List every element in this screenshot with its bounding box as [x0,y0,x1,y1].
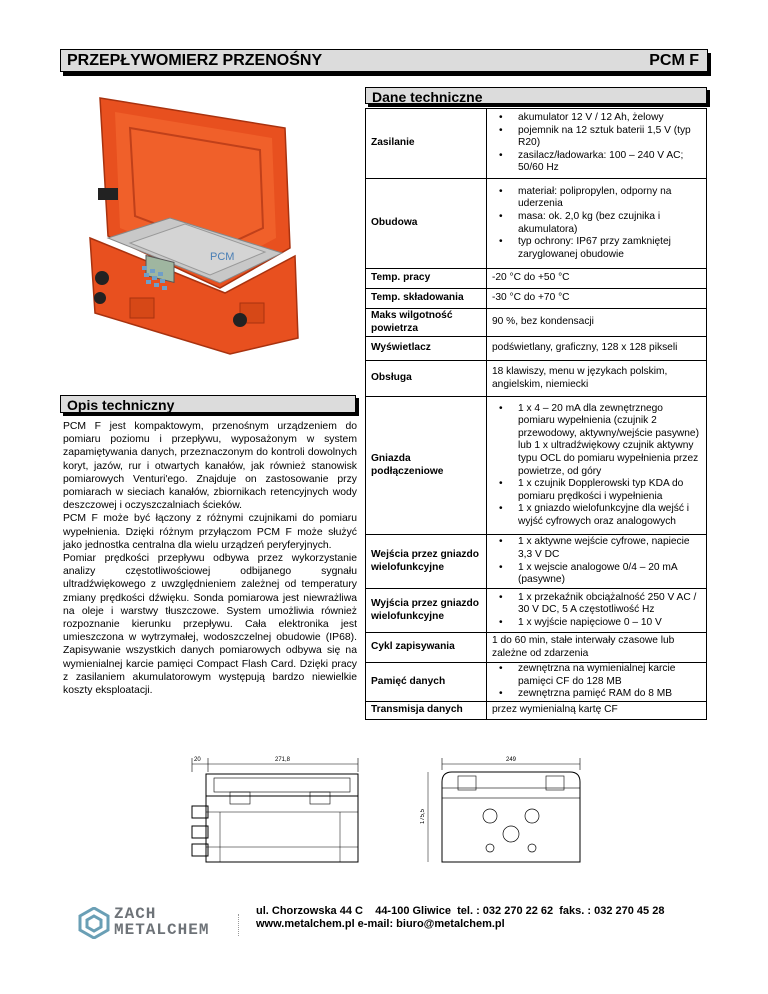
spec-list-item: • zewnętrzna pamięć RAM do 8 MB [518,688,701,701]
description-paragraph: Pomiar prędkości przepływu odbywa przez wykorzystanie analizy częstotliwościowej odbijanego sygnału ultradźwiękowego z uwzględnieniem zależnej od temperatury zmiany prędkości dźwięku. Sonda pomiarowa jest niewrażliwa na oleje i warstwy tłuszczowe. System umożliwia również rozpoznanie kierunku przepływu. Cała elektronika jest umieszczona w wytrzymałej, wodoszczelnej obudowie (IP68). Zapisywanie wszystkich danych pomiarowych odbywa się na wymienialnej karcie pamięci Compact Flash Card. Dzięki pracy z zasilaniem akumulatorowym występują bardzo niewielkie koszty eksploatacji. [63,553,357,697]
spec-value [487,663,707,702]
spec-row [366,337,707,361]
spec-list-item: • 1 x wyjście napięciowe 0 – 10 V [518,617,701,630]
spec-list [492,663,701,701]
description-text [63,420,357,697]
device-photo [60,88,310,358]
spec-label: Gniazda podłączeniowe [366,397,487,535]
spec-list [492,536,701,586]
front-view-drawing [420,752,600,867]
spec-list [492,112,701,175]
spec-label: Wejścia przez gniazdo wielofunkcyjne [366,535,487,589]
page-header [60,49,708,72]
spec-row [366,589,707,633]
spec-value [487,589,707,633]
spec-value [487,535,707,589]
spec-value [487,179,707,269]
dim-b: 271,8 [275,757,291,763]
logo-line-1: ZACH [114,905,157,923]
spec-list-item: • zewnętrzna na wymienialnej karcie pamięci CF do 128 MB [518,663,701,688]
spec-row [366,633,707,663]
spec-row [366,289,707,309]
footer-contact: www.metalchem.pl e-mail: biuro@metalchem.pl [256,918,505,930]
spec-row [366,663,707,702]
spec-value [487,397,707,535]
desc-section-title: Opis techniczny [60,395,356,413]
device-brand: PCM [210,251,235,263]
spec-label: Wyjścia przez gniazdo wielofunkcyjne [366,589,487,633]
spec-list-item: • akumulator 12 V / 12 Ah, żelowy [518,112,701,125]
spec-row [366,535,707,589]
footer [256,905,664,931]
description-paragraph: PCM F może być łączony z różnymi czujnikami do pomiaru wypełnienia. Dzięki różnym przyłączom PCM F może służyć jako jednostka centralna dla wielu urządzeń peryferyjnych. [63,513,357,551]
spec-row [366,397,707,535]
spec-label: Temp. składowania [366,289,487,309]
spec-list-item: • materiał: polipropylen, odporny na uderzenia [518,186,701,211]
spec-list-item: • masa: ok. 2,0 kg (bez czujnika i akumulatora) [518,211,701,236]
spec-list [492,186,701,262]
description-paragraph: PCM F jest kompaktowym, przenośnym urządzeniem do pomiaru poziomu i przepływu, wyposażonym w system zapamiętywania danych, przeznaczonym do kontroli dowolnych koryt, jazów, rur i otwartych kanałów, jak również stanowisk pomiarowych Venturi'ego. Znajduje on zastosowanie przy pomiarach w sieciach kanałów, zbiornikach retencyjnych wody deszczowej i oczyszczalniach ścieków. [63,421,357,512]
spec-label: Obsługa [366,361,487,397]
spec-row [366,179,707,269]
dim-d: 175,5 [420,808,426,824]
spec-row [366,109,707,179]
spec-section-title: Dane techniczne [365,87,707,104]
spec-row [366,269,707,289]
spec-label: Temp. pracy [366,269,487,289]
spec-list-item: • 1 x wejscie analogowe 0/4 – 20 mA (pasywne) [518,562,701,587]
spec-value: przez wymienialną kartę CF [487,701,707,719]
spec-list-item: • 1 x czujnik Dopplerowski typ KDA do pomiaru prędkości i wypełnienia [518,478,701,503]
logo-line-2: METALCHEM [114,921,210,939]
side-view-drawing [180,752,370,867]
spec-list-item: • 1 x 4 – 20 mA dla zewnętrznego pomiaru wypełnienia (czujnik 2 przewodowy, aktywny/wejście pasywne) lub 1 x ultradźwiękowy czujnik aktywny typu OCL do pomiaru wypełnienia przez powietrze, od góry [518,403,701,479]
spec-list [492,403,701,529]
spec-row [366,309,707,337]
spec-list-item: • typ ochrony: IP67 przy zamkniętej zaryglowanej obudowie [518,236,701,261]
footer-address: ul. Chorzowska 44 C 44-100 Gliwice tel. : 032 270 22 62 faks. : 032 270 45 28 [256,905,665,917]
spec-value [487,109,707,179]
spec-label: Zasilanie [366,109,487,179]
model-name: PCM F [649,52,699,69]
spec-value: 18 klawiszy, menu w językach polskim, angielskim, niemiecki [487,361,707,397]
spec-value: -30 °C do +70 °C [487,289,707,309]
spec-list-item: • 1 x gniazdo wielofunkcyjne dla wejść i wyjść cyfrowych oraz analogowych [518,503,701,528]
spec-value: 1 do 60 min, stałe interwały czasowe lub zależne od zdarzenia [487,633,707,663]
spec-label: Pamięć danych [366,663,487,702]
dim-c: 249 [506,757,517,763]
spec-list-item: • 1 x przekaźnik obciążalność 250 V AC / 30 V DC, 5 A częstotliwość Hz [518,592,701,617]
spec-value: podświetlany, graficzny, 128 x 128 pikseli [487,337,707,361]
spec-value: -20 °C do +50 °C [487,269,707,289]
page-title: PRZEPŁYWOMIERZ PRZENOŚNY [67,52,323,69]
logo-divider [238,914,241,936]
spec-label: Cykl zapisywania [366,633,487,663]
spec-label: Transmisja danych [366,701,487,719]
dim-a: 20 [194,757,201,763]
spec-label: Obudowa [366,179,487,269]
spec-row [366,361,707,397]
company-logo-text [114,906,209,938]
spec-label: Wyświetlacz [366,337,487,361]
spec-list-item: • 1 x aktywne wejście cyfrowe, napiecie 3,3 V DC [518,536,701,561]
spec-value: 90 %, bez kondensacji [487,309,707,337]
spec-row [366,701,707,719]
spec-label: Maks wilgotność powietrza [366,309,487,337]
spec-list-item: • zasilacz/ładowarka: 100 – 240 V AC; 50/60 Hz [518,150,701,175]
spec-list-item: • pojemnik na 12 sztuk baterii 1,5 V (typ R20) [518,125,701,150]
company-logo-icon [78,907,110,939]
spec-list [492,592,701,630]
spec-table [365,108,707,720]
